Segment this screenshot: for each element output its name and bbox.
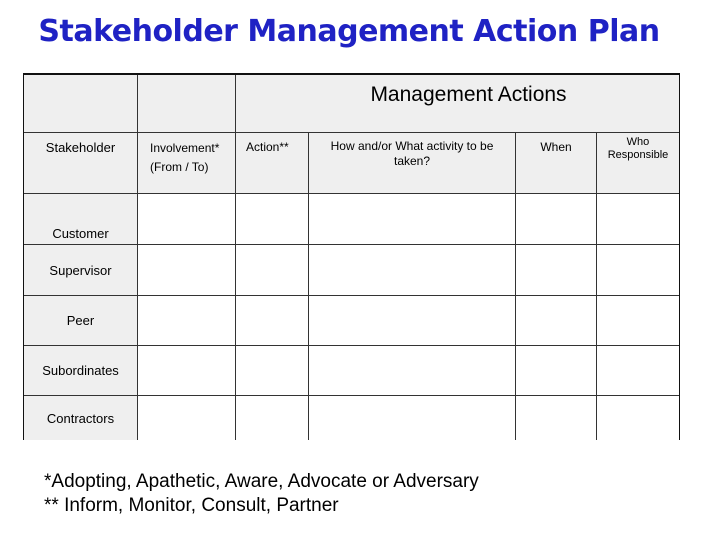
table-cell[interactable] xyxy=(516,194,597,245)
column-header-involvement xyxy=(138,133,236,194)
header-blank-cell xyxy=(24,75,138,133)
involvement-sublabel: (From / To) xyxy=(150,159,209,174)
column-header-stakeholder: Stakeholder xyxy=(24,133,138,194)
table-cell[interactable] xyxy=(236,245,309,296)
row-label-peer: Peer xyxy=(24,296,138,346)
header-blank-cell xyxy=(138,75,236,133)
table-cell[interactable] xyxy=(236,194,309,245)
table-cell[interactable] xyxy=(138,346,236,396)
table-cell[interactable] xyxy=(309,396,516,440)
table-cell[interactable] xyxy=(138,245,236,296)
management-actions-header xyxy=(236,75,679,133)
column-header-when: When xyxy=(516,133,597,194)
footnote-involvement: *Adopting, Apathetic, Aware, Advocate or Adversary xyxy=(44,471,479,492)
table-cell[interactable] xyxy=(309,296,516,346)
footnotes xyxy=(44,470,479,518)
table-cell[interactable] xyxy=(597,296,679,346)
table-cell[interactable] xyxy=(309,245,516,296)
row-label-subordinates: Subordinates xyxy=(24,346,138,396)
table-cell[interactable] xyxy=(309,194,516,245)
footnote-action: ** Inform, Monitor, Consult, Partner xyxy=(44,495,339,516)
action-plan-table xyxy=(23,73,680,440)
who-label: Who xyxy=(626,136,650,148)
table-cell[interactable] xyxy=(516,296,597,346)
table-cell[interactable] xyxy=(236,296,309,346)
table-cell[interactable] xyxy=(138,296,236,346)
row-label-contractors: Contractors xyxy=(24,396,138,440)
row-label-customer: Customer xyxy=(24,194,138,245)
responsible-label: Responsible xyxy=(607,149,669,162)
table-cell[interactable] xyxy=(597,245,679,296)
table-cell[interactable] xyxy=(597,396,679,440)
table-cell[interactable] xyxy=(597,346,679,396)
table-cell[interactable] xyxy=(516,245,597,296)
table-cell[interactable] xyxy=(516,396,597,440)
column-header-action: Action** xyxy=(236,133,309,194)
involvement-label: Involvement* xyxy=(150,141,220,155)
table-cell[interactable] xyxy=(516,346,597,396)
table-cell[interactable] xyxy=(236,346,309,396)
table-cell[interactable] xyxy=(138,396,236,440)
column-header-how: How and/or What activity to be taken? xyxy=(309,133,516,194)
management-actions-label: Management Actions xyxy=(370,83,567,106)
page-title: Stakeholder Management Action Plan xyxy=(38,14,660,49)
table-cell[interactable] xyxy=(309,346,516,396)
column-header-who-responsible xyxy=(597,133,679,194)
table-cell[interactable] xyxy=(138,194,236,245)
table-cell[interactable] xyxy=(597,194,679,245)
table-cell[interactable] xyxy=(236,396,309,440)
row-label-supervisor: Supervisor xyxy=(24,245,138,296)
